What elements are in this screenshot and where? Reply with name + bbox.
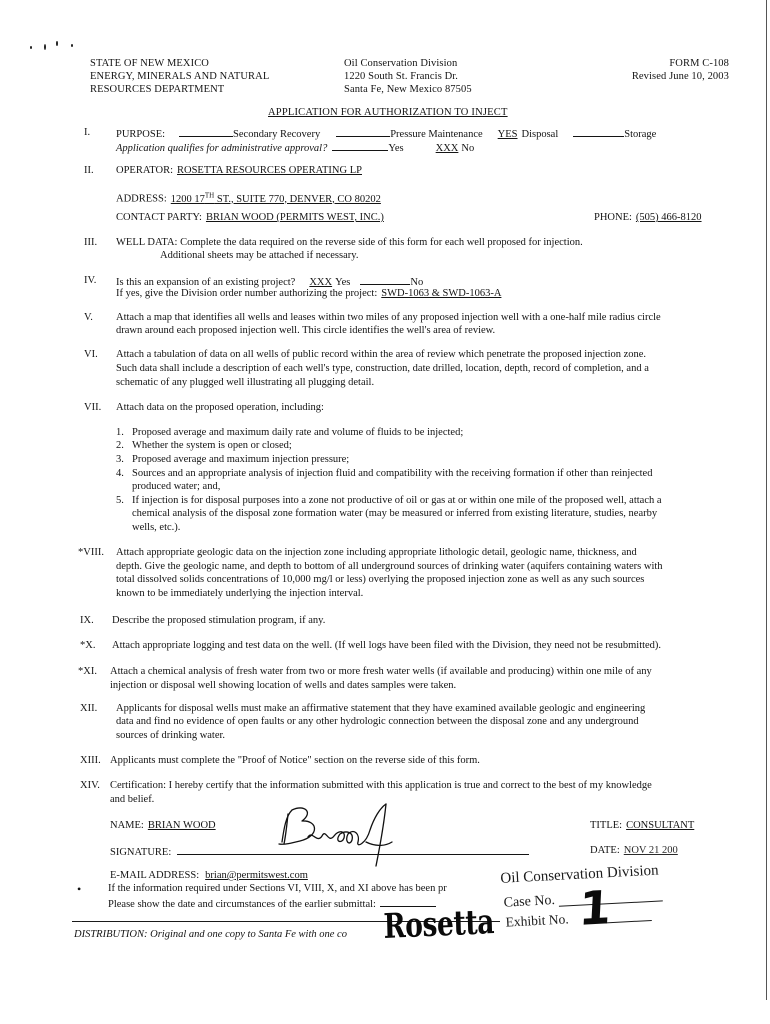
list-item-text: Proposed average and maximum daily rate and volume of fluids to be injected;: [132, 427, 464, 438]
pressure-maintenance-option: Pressure Maintenance: [390, 129, 483, 140]
expansion-no: No: [410, 277, 424, 288]
list-item-number: 3.: [116, 454, 124, 465]
pressure-maintenance-blank: [336, 127, 390, 137]
list-item-number: 2.: [116, 440, 124, 451]
admin-approval-yes: Yes: [388, 143, 404, 154]
section-viii-line-1: Attach appropriate geologic data on the injection zone including appropriate lithologic detail, geologic name, thickness, and: [116, 547, 637, 558]
section-xii-number: XII.: [80, 703, 98, 714]
admin-approval-question: Application qualifies for administrative approval?: [116, 143, 328, 154]
stamp-exhibit-label: Exhibit No.: [505, 911, 569, 930]
section-viii-number: *VIII.: [78, 547, 104, 558]
stamp-exhibit-number: 1: [577, 879, 613, 936]
form-title: APPLICATION FOR AUTHORIZATION TO INJECT: [268, 107, 508, 118]
purpose-row: [116, 127, 656, 141]
contact-row: [116, 212, 384, 224]
expansion-no-blank: [360, 275, 410, 285]
section-xiii-number: XIII.: [80, 755, 101, 766]
section-iv-number: IV.: [84, 275, 97, 286]
order-number-value: SWD-1063 & SWD-1063-A: [381, 288, 502, 299]
expansion-row: [116, 275, 423, 289]
section-viii-line-4: known to be immediately underlying the injection interval.: [116, 588, 364, 599]
division-street: 1220 South St. Francis Dr.: [344, 71, 459, 82]
address-row: [116, 189, 381, 206]
section-xi-line-2: injection or disposal well showing location of wells and dates samples were taken.: [110, 680, 457, 691]
storage-blank: [573, 127, 624, 137]
scan-speck: [71, 44, 73, 47]
section-ii-number: II.: [84, 165, 94, 176]
form-number: FORM C-108: [669, 58, 729, 69]
section-xi-line-1: Attach a chemical analysis of fresh water from two or more fresh water wells (if available and producing) within one mile of any: [110, 666, 652, 677]
section-iii-line-2: Additional sheets may be attached if necessary.: [160, 250, 359, 261]
section-v-number: V.: [84, 312, 93, 323]
expansion-yes: Yes: [335, 277, 351, 288]
name-value: BRIAN WOOD: [147, 820, 216, 831]
department-line-2: RESOURCES DEPARTMENT: [90, 84, 225, 95]
handwritten-note: Rosetta: [383, 902, 495, 947]
operator-value: ROSETTA RESOURCES OPERATING LP: [177, 165, 362, 176]
section-ix-line-1: Describe the proposed stimulation program, if any.: [112, 615, 326, 626]
storage-option: Storage: [624, 129, 657, 140]
list-item-text: Sources and an appropriate analysis of injection fluid and compatibility with the receiving formation if other than reinjected: [132, 468, 653, 479]
department-line-1: ENERGY, MINERALS AND NATURAL: [90, 71, 270, 82]
prior-submittal-note: If the information required under Sections VI, VIII, X, and XI above has been pr: [108, 883, 447, 894]
scan-speck: [56, 41, 58, 46]
distribution-note: DISTRIBUTION: Original and one copy to Santa Fe with one co: [74, 929, 347, 940]
list-item-text: Whether the system is open or closed;: [132, 440, 292, 451]
section-vii-intro: Attach data on the proposed operation, including:: [116, 402, 324, 413]
section-vi-line-2: Such data shall include a description of each well's type, construction, date drilled, location, depth, record of completion, and a: [116, 363, 649, 374]
section-xi-number: *XI.: [78, 666, 97, 677]
signature: [262, 800, 412, 870]
order-number-row: [116, 288, 501, 300]
secondary-recovery-blank: [179, 127, 233, 137]
section-i-number: I.: [84, 127, 91, 138]
list-item-number: 1.: [116, 427, 124, 438]
address-value: [170, 191, 381, 205]
date-value: NOV 21 200: [623, 845, 678, 856]
expansion-yes-mark: XXX: [309, 277, 333, 288]
date-label: DATE:: [590, 845, 620, 856]
section-xiv-line-1: Certification: I hereby certify that the information submitted with this application is true and correct to the best of my knowledge: [110, 780, 652, 791]
earlier-submittal-label: Please show the date and circumstances of the earlier submittal:: [108, 899, 376, 910]
section-vi-number: VI.: [84, 349, 98, 360]
order-number-label: If yes, give the Division order number authorizing the project:: [116, 288, 378, 299]
phone-value: (505) 466-8120: [635, 212, 702, 223]
list-item-number: 5.: [116, 495, 124, 506]
phone-label: PHONE:: [594, 212, 632, 223]
section-v-line-2: drawn around each proposed injection well. This circle identifies the well's area of review.: [116, 325, 496, 336]
stamp-exhibit-line: [604, 920, 652, 924]
division-name: Oil Conservation Division: [344, 58, 458, 69]
stamp-case-label: Case No.: [503, 893, 556, 911]
purpose-label: PURPOSE:: [116, 129, 166, 140]
section-x-line-1: Attach appropriate logging and test data on the well. (If well logs have been filed with the Division, they need not be resubmitted).: [112, 640, 662, 651]
email-value: brian@permitswest.com: [205, 870, 308, 881]
exhibit-stamp: [497, 862, 671, 943]
title-value: CONSULTANT: [626, 820, 695, 831]
section-xiii-line-1: Applicants must complete the "Proof of Notice" section on the reverse side of this form.: [110, 755, 480, 766]
contact-value: BRIAN WOOD (PERMITS WEST, INC.): [205, 212, 384, 223]
date-row: [590, 845, 678, 857]
section-x-number: *X.: [80, 640, 96, 651]
name-label: NAME:: [110, 820, 144, 831]
secondary-recovery-option: Secondary Recovery: [233, 129, 321, 140]
section-xiv-line-2: and belief.: [110, 794, 155, 805]
list-item-text: Proposed average and maximum injection pressure;: [132, 454, 350, 465]
operator-label: OPERATOR:: [116, 165, 173, 176]
section-ix-number: IX.: [80, 615, 94, 626]
list-item-text: If injection is for disposal purposes into a zone not productive of oil or gas at or within one mile of the proposed well, attach a: [132, 495, 662, 506]
operator-row: [116, 165, 362, 177]
email-row: [110, 870, 308, 882]
disposal-option: Disposal: [521, 129, 559, 140]
scan-speck: [44, 44, 46, 50]
list-item-text: wells, etc.).: [132, 522, 181, 533]
admin-approval-yes-blank: [332, 141, 388, 151]
section-xiv-number: XIV.: [80, 780, 100, 791]
section-xii-line-2: data and find no evidence of open faults or any other hydrologic connection between the disposal zone and any underground: [116, 716, 639, 727]
list-item-number: 4.: [116, 468, 124, 479]
state-name: STATE OF NEW MEXICO: [90, 58, 209, 69]
disposal-mark: YES: [497, 129, 518, 140]
list-item-text: chemical analysis of the disposal zone formation water (may be measured or inferred from existing literature, studies, nearby: [132, 508, 658, 519]
expansion-question: Is this an expansion of an existing project?: [116, 277, 296, 288]
signature-label: SIGNATURE:: [110, 847, 172, 858]
section-iii-number: III.: [84, 237, 98, 248]
section-v-line-1: Attach a map that identifies all wells and leases within two miles of any proposed injection well with a one-half mile radius circle: [116, 312, 661, 323]
section-viii-line-3: total dissolved solids concentrations of 10,000 mg/l or less) overlying the proposed injection zone as well as any such sources: [116, 574, 645, 585]
title-label: TITLE:: [590, 820, 623, 831]
section-vi-line-3: schematic of any plugged well illustrating all plugging detail.: [116, 377, 375, 388]
footnote-bullet: •: [77, 882, 82, 896]
section-iii-line-1: WELL DATA: Complete the data required on the reverse side of this form for each well proposed for injection.: [116, 237, 583, 248]
email-label: E-MAIL ADDRESS:: [110, 870, 200, 881]
address-label: ADDRESS:: [116, 193, 167, 205]
section-vii-number: VII.: [84, 402, 102, 413]
phone-row: [594, 212, 702, 224]
admin-approval-row: [116, 141, 474, 155]
admin-approval-no: No: [461, 143, 475, 154]
section-xii-line-3: sources of drinking water.: [116, 730, 226, 741]
list-item-text: produced water; and,: [132, 481, 221, 492]
section-vi-line-1: Attach a tabulation of data on all wells of public record within the area of review which penetrate the proposed injection zone.: [116, 349, 647, 360]
section-xii-line-1: Applicants for disposal wells must make an affirmative statement that they have examined available geologic and engineering: [116, 703, 646, 714]
section-viii-line-2: depth. Give the geologic name, and depth to bottom of all underground sources of drinking water (aquifers containing waters with: [116, 561, 663, 572]
address-superscript: TH: [204, 191, 215, 199]
name-row: [110, 820, 216, 832]
address-part-2: ST., SUITE 770, DENVER, CO 80202: [214, 193, 381, 205]
scan-speck: [30, 46, 32, 49]
contact-label: CONTACT PARTY:: [116, 212, 202, 223]
scan-edge: [766, 0, 767, 1000]
title-row: [590, 820, 694, 832]
form-revision-date: Revised June 10, 2003: [631, 71, 729, 82]
division-city: Santa Fe, New Mexico 87505: [344, 84, 472, 95]
admin-approval-no-mark: XXX: [435, 143, 459, 154]
stamp-division: Oil Conservation Division: [499, 862, 659, 887]
address-part-1: 1200 17: [170, 193, 205, 205]
